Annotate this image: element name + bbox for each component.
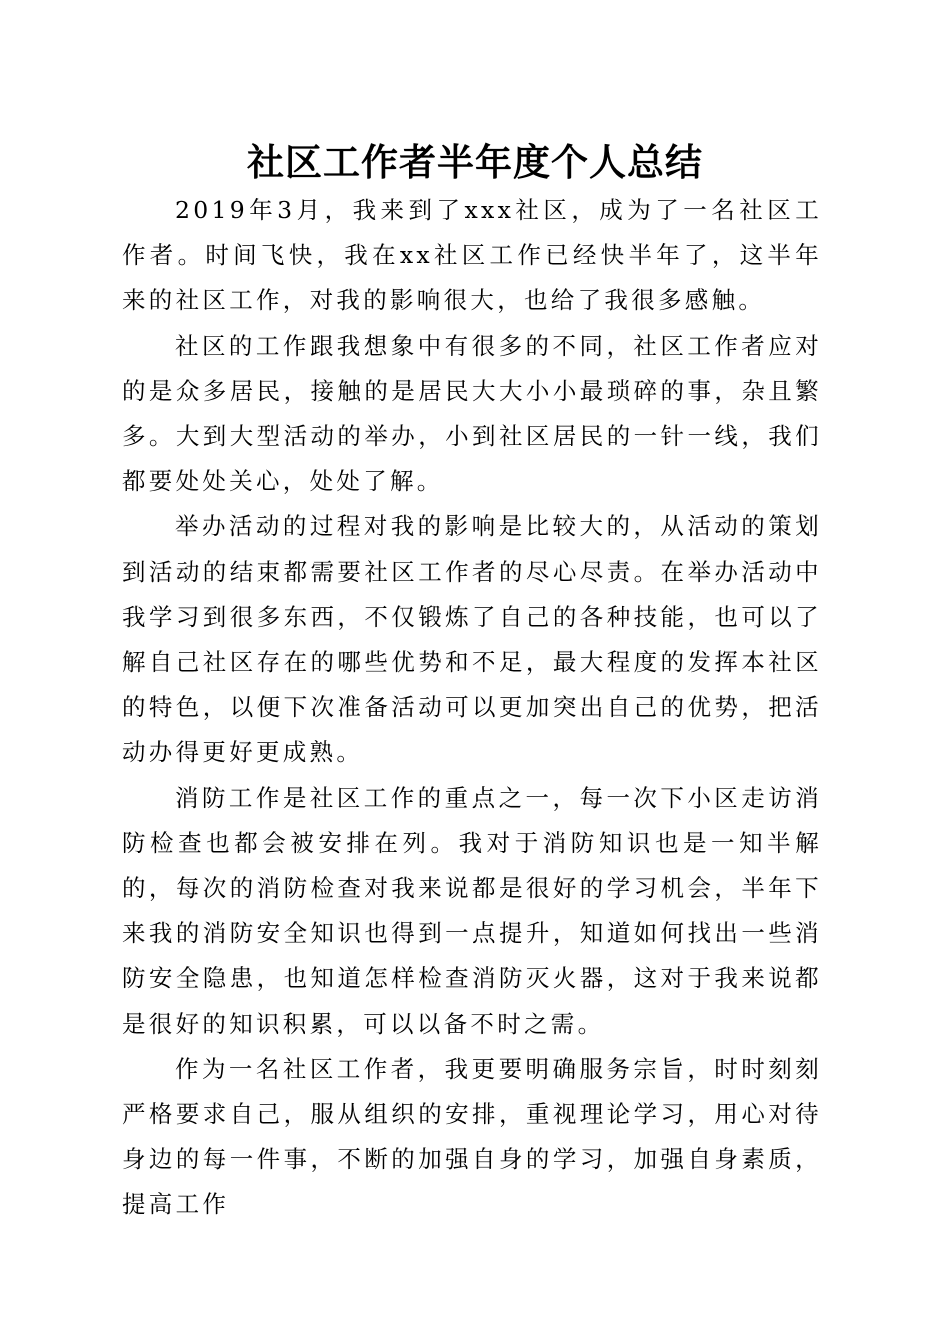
paragraph-community-work: 社区的工作跟我想象中有很多的不同，社区工作者应对的是众多居民，接触的是居民大大小小最琐碎的事，杂且繁多。大到大型活动的举办，小到社区居民的一针一线，我们都要处处关心，处处了解。: [122, 331, 822, 496]
paragraph-service-purpose: 作为一名社区工作者，我更要明确服务宗旨，时时刻刻严格要求自己，服从组织的安排，重视理论学习，用心对待身边的每一件事，不断的加强自身的学习，加强自身素质，提高工作: [122, 1054, 822, 1219]
paragraph-fire-safety: 消防工作是社区工作的重点之一，每一次下小区走访消防检查也都会被安排在列。我对于消防知识也是一知半解的，每次的消防检查对我来说都是很好的学习机会，半年下来我的消防安全知识也得到一点提升，知道如何找出一些消防安全隐患，也知道怎样检查消防灭火器，这对于我来说都是很好的知识积累，可以以备不时之需。: [122, 783, 822, 1038]
paragraph-intro: 2019年3月，我来到了xxx社区，成为了一名社区工作者。时间飞快，我在xx社区工作已经快半年了，这半年来的社区工作，对我的影响很大，也给了我很多感触。: [122, 196, 822, 315]
paragraph-activities: 举办活动的过程对我的影响是比较大的，从活动的策划到活动的结束都需要社区工作者的尽心尽责。在举办活动中我学习到很多东西，不仅锻炼了自己的各种技能，也可以了解自己社区存在的哪些优势和不足，最大程度的发挥本社区的特色，以便下次准备活动可以更加突出自己的优势，把活动办得更好更成熟。: [122, 512, 822, 767]
document-body: [122, 188, 822, 1228]
document-title: 社区工作者半年度个人总结: [247, 140, 703, 184]
